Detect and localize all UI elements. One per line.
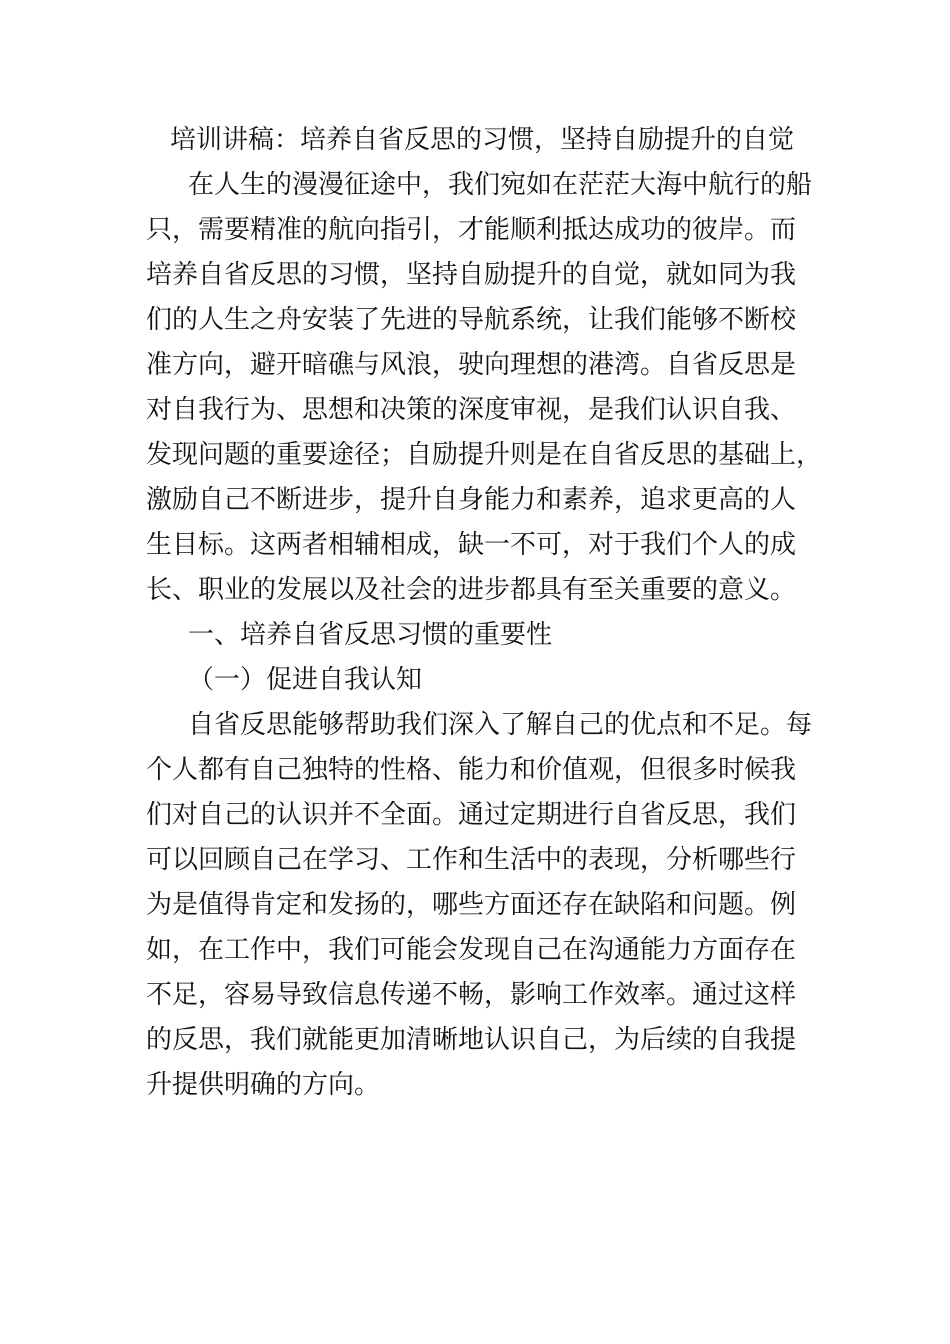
paragraph-line: 培养自省反思的习惯，坚持自励提升的自觉，就如同为我	[146, 260, 797, 290]
paragraph-line: 们的人生之舟安装了先进的导航系统，让我们能够不断校	[146, 305, 797, 335]
paragraph-line: 长、职业的发展以及社会的进步都具有至关重要的意义。	[146, 575, 797, 605]
paragraph-line: 对自我行为、思想和决策的深度审视，是我们认识自我、	[146, 395, 797, 425]
paragraph-line: 生目标。这两者相辅相成，缺一不可，对于我们个人的成	[146, 530, 797, 560]
intro-paragraph	[146, 163, 823, 613]
paragraph-line: 的反思，我们就能更加清晰地认识自己，为后续的自我提	[146, 1025, 797, 1055]
paragraph-line: 发现问题的重要途径；自励提升则是在自省反思的基础上，	[146, 440, 823, 470]
paragraph-line: 在人生的漫漫征途中，我们宛如在茫茫大海中航行的船	[188, 170, 813, 200]
paragraph-line: 如，在工作中，我们可能会发现自己在沟通能力方面存在	[146, 935, 797, 965]
body-paragraph	[146, 703, 813, 1108]
document-body	[146, 118, 823, 1108]
paragraph-line: 准方向，避开暗礁与风浪，驶向理想的港湾。自省反思是	[146, 350, 797, 380]
document-title: 培训讲稿：培养自省反思的习惯，坚持自励提升的自觉	[170, 125, 795, 155]
paragraph-line: 只，需要精准的航向指引，才能顺利抵达成功的彼岸。而	[146, 215, 797, 245]
paragraph-line: 们对自己的认识并不全面。通过定期进行自省反思，我们	[146, 800, 797, 830]
paragraph-line: 不足，容易导致信息传递不畅，影响工作效率。通过这样	[146, 980, 797, 1010]
subsection-heading: （一）促进自我认知	[188, 665, 423, 695]
paragraph-line: 自省反思能够帮助我们深入了解自己的优点和不足。每	[188, 710, 813, 740]
section-heading: 一、培养自省反思习惯的重要性	[188, 620, 553, 650]
paragraph-line: 升提供明确的方向。	[146, 1070, 381, 1100]
paragraph-line: 可以回顾自己在学习、工作和生活中的表现，分析哪些行	[146, 845, 797, 875]
paragraph-line: 激励自己不断进步，提升自身能力和素养，追求更高的人	[146, 485, 797, 515]
paragraph-line: 个人都有自己独特的性格、能力和价值观，但很多时候我	[146, 755, 797, 785]
paragraph-line: 为是值得肯定和发扬的，哪些方面还存在缺陷和问题。例	[146, 890, 797, 920]
